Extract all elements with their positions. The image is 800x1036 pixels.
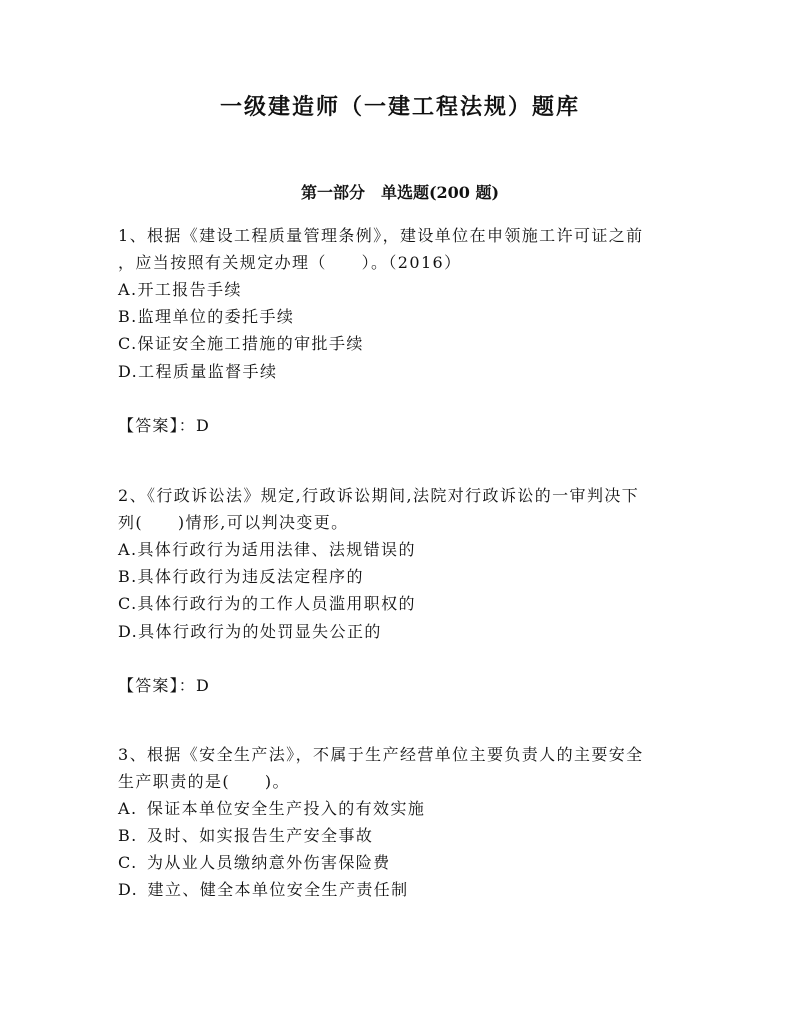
question-1-option-d: D.工程质量监督手续 (118, 362, 278, 381)
document-title: 一级建造师（一建工程法规）题库 (219, 94, 580, 120)
question-2-option-a: A.具体行政行为适用法律、法规错误的 (118, 540, 416, 559)
question-2-stem-line-1: 2、《行政诉讼法》规定,行政诉讼期间,法院对行政诉讼的一审判决下 (118, 486, 640, 505)
question-3-option-c: C. 为从业人员缴纳意外伤害保险费 (118, 853, 391, 872)
question-1-option-b: B.监理单位的委托手续 (118, 307, 295, 326)
question-1-option-c: C.保证安全施工措施的审批手续 (118, 334, 364, 353)
question-3-option-d: D. 建立、健全本单位安全生产责任制 (118, 880, 409, 899)
section-title: 第一部分 单选题(200 题) (300, 183, 500, 202)
question-3-option-a: A. 保证本单位安全生产投入的有效实施 (118, 799, 426, 818)
question-1-option-a: A.开工报告手续 (118, 280, 242, 299)
question-2-option-c: C.具体行政行为的工作人员滥用职权的 (118, 594, 416, 613)
question-3-option-b: B. 及时、如实报告生产安全事故 (118, 826, 374, 845)
question-1-answer: 【答案】：D (118, 416, 211, 435)
question-2-stem-line-2: 列( )情形,可以判决变更。 (118, 513, 349, 532)
question-2-option-b: B.具体行政行为违反法定程序的 (118, 567, 364, 586)
question-2-option-d: D.具体行政行为的处罚显失公正的 (118, 622, 382, 641)
question-1-stem-line-1: 1、根据《建设工程质量管理条例》，建设单位在申领施工许可证之前 (118, 226, 644, 245)
question-2-answer: 【答案】：D (118, 676, 211, 695)
question-1-stem-line-2: ，应当按照有关规定办理（ ）。（2016） (118, 253, 462, 272)
question-3-stem-line-1: 3、根据《安全生产法》，不属于生产经营单位主要负责人的主要安全 (118, 745, 644, 764)
question-3-stem-line-2: 生产职责的是( )。 (118, 772, 290, 791)
